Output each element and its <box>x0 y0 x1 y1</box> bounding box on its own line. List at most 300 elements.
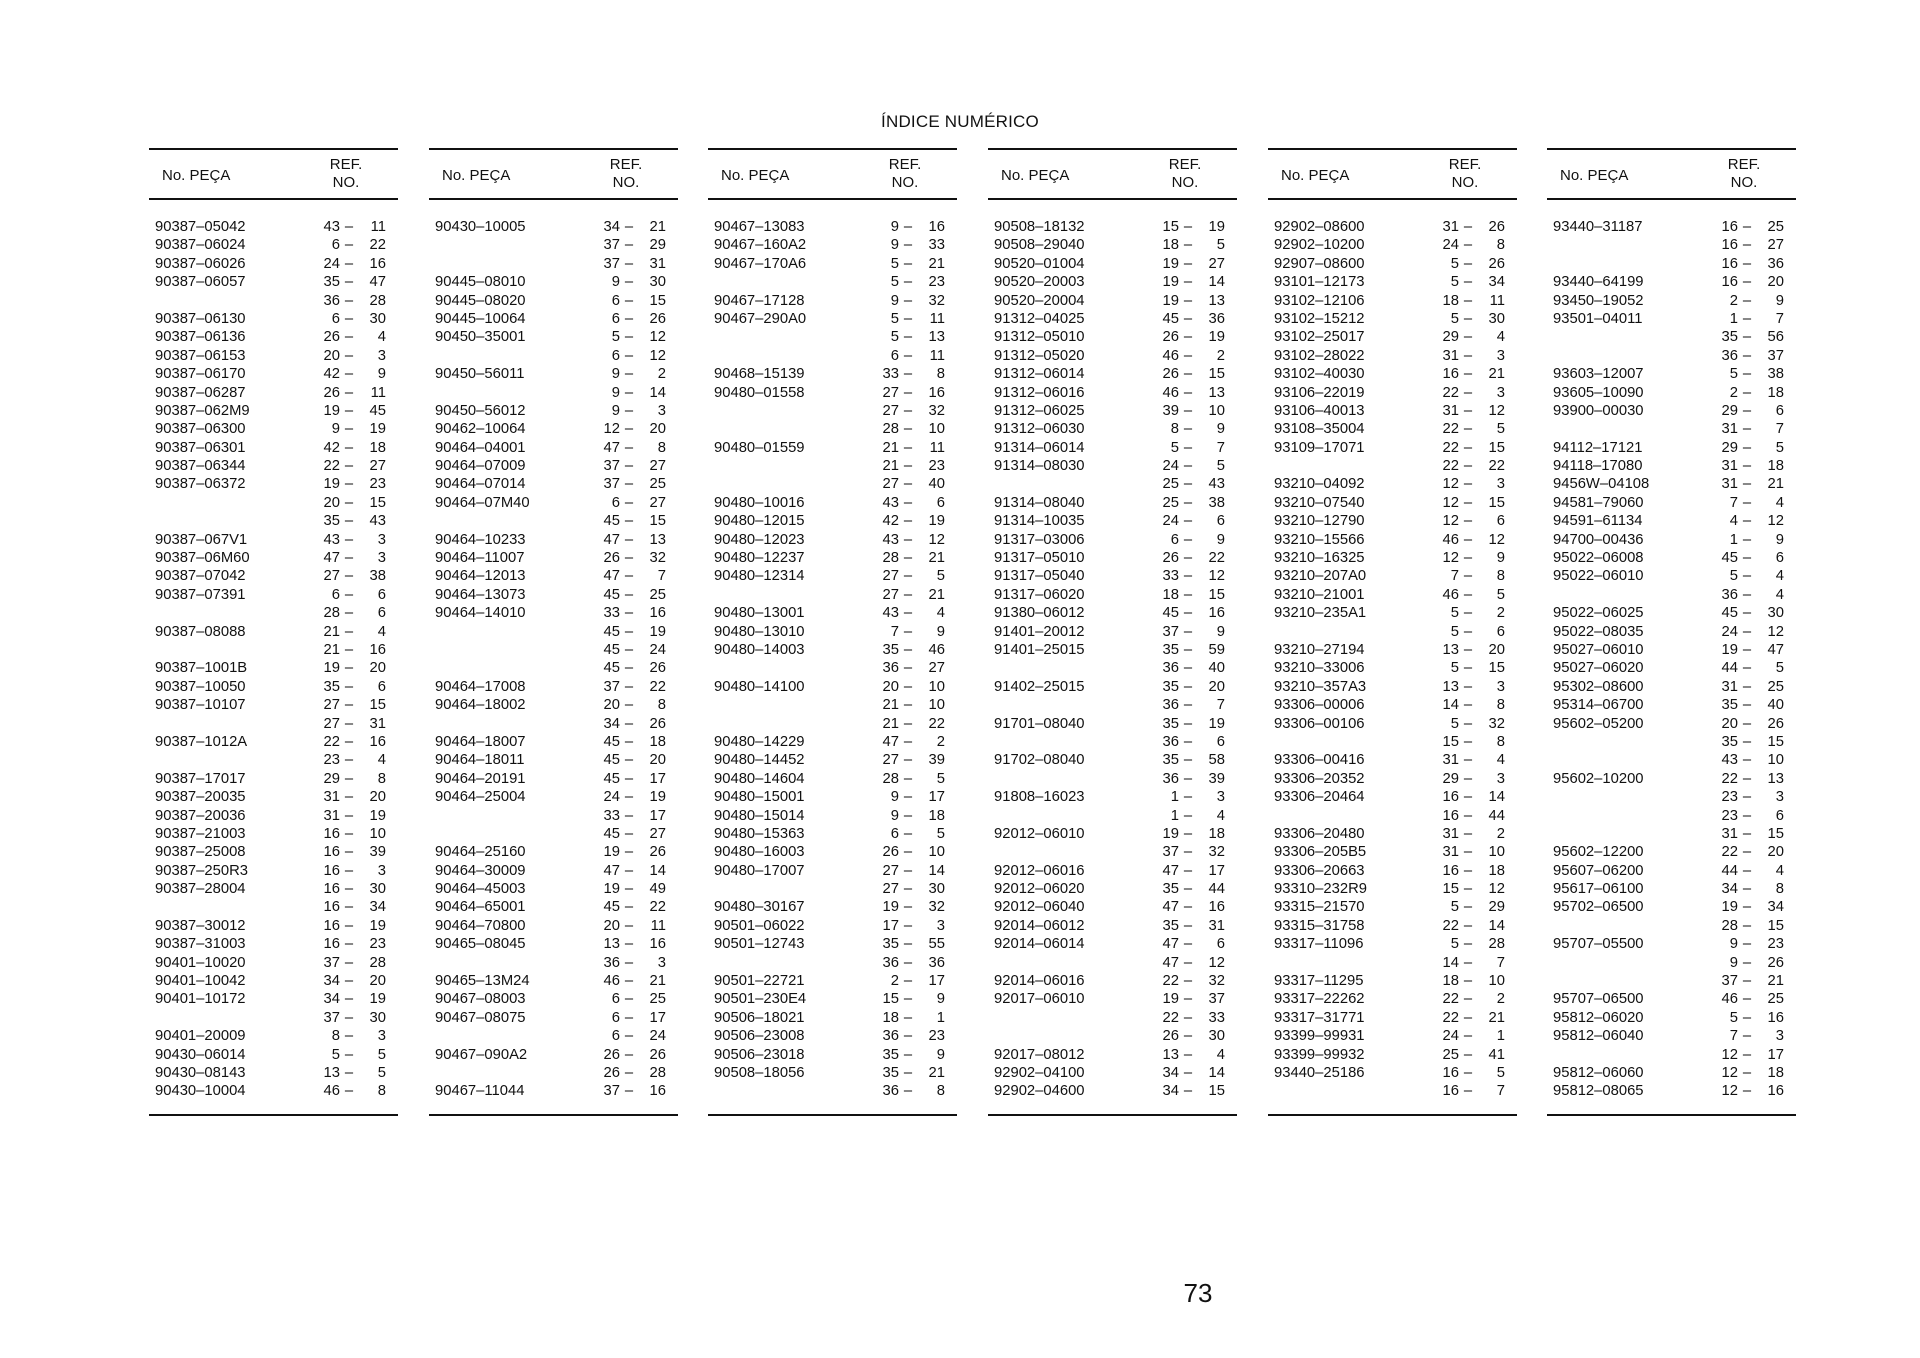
part-number: 90465–08045 <box>435 936 526 953</box>
ref-page: 28 <box>1721 917 1738 934</box>
part-number: 90401–10020 <box>155 954 246 971</box>
ref-item: 12 <box>1208 954 1225 971</box>
ref-dash: – <box>1742 237 1752 254</box>
ref-number <box>310 604 386 622</box>
ref-dash: – <box>344 384 354 401</box>
ref-number <box>1149 733 1225 751</box>
part-number: 90467–13083 <box>714 219 805 235</box>
ref-dash: – <box>903 752 913 769</box>
ref-page: 36 <box>882 1028 899 1045</box>
ref-page: 6 <box>611 292 620 309</box>
ref-number <box>1149 1027 1225 1045</box>
ref-dash: – <box>624 862 634 879</box>
ref-item: 9 <box>1775 292 1784 309</box>
page-number: 73 <box>1183 1278 1213 1308</box>
ref-page: 5 <box>890 310 899 327</box>
ref-item: 8 <box>1775 881 1784 898</box>
ref-page: 43 <box>882 605 899 622</box>
table-row <box>1268 549 1517 567</box>
table-row <box>988 255 1237 273</box>
ref-item: 19 <box>649 789 666 806</box>
ref-page: 37 <box>603 255 620 272</box>
ref-page: 36 <box>1162 697 1179 714</box>
ref-dash: – <box>903 862 913 879</box>
table-row <box>149 567 398 585</box>
ref-page: 26 <box>1162 550 1179 567</box>
column-rows <box>429 200 678 1101</box>
ref-page: 20 <box>323 347 340 364</box>
ref-number <box>1149 328 1225 346</box>
ref-number <box>590 604 666 622</box>
ref-page: 35 <box>323 513 340 530</box>
ref-number <box>1429 935 1505 953</box>
ref-item: 21 <box>649 973 666 990</box>
ref-number <box>590 328 666 346</box>
ref-page: 43 <box>882 531 899 548</box>
ref-page: 19 <box>323 476 340 493</box>
ref-number <box>1429 1027 1505 1045</box>
ref-dash: – <box>1742 899 1752 916</box>
table-row <box>429 788 678 806</box>
table-row <box>429 972 678 990</box>
ref-item: 32 <box>1208 844 1225 861</box>
table-row <box>429 641 678 659</box>
ref-item: 4 <box>936 605 945 622</box>
ref-page: 26 <box>1162 329 1179 346</box>
ref-dash: – <box>1183 531 1193 548</box>
ref-page: 37 <box>603 237 620 254</box>
ref-dash: – <box>1183 1083 1193 1100</box>
ref-dash: – <box>1742 329 1752 346</box>
ref-item: 6 <box>1775 807 1784 824</box>
ref-dash: – <box>344 476 354 493</box>
table-row <box>708 420 957 438</box>
ref-page: 33 <box>603 807 620 824</box>
ref-number <box>1708 678 1784 696</box>
ref-dash: – <box>344 917 354 934</box>
ref-item: 30 <box>1488 310 1505 327</box>
ref-page: 47 <box>882 733 899 750</box>
ref-dash: – <box>624 329 634 346</box>
part-number: 93317–11096 <box>1274 936 1364 953</box>
ref-number <box>869 1027 945 1045</box>
part-number: 93317–31771 <box>1274 1009 1365 1026</box>
ref-page: 45 <box>603 623 620 640</box>
ref-page: 47 <box>1162 899 1179 916</box>
ref-dash: – <box>344 936 354 953</box>
ref-page: 22 <box>1442 917 1459 934</box>
ref-number <box>1429 384 1505 402</box>
ref-page: 36 <box>603 954 620 971</box>
part-number: 91317–05010 <box>994 550 1085 567</box>
ref-item: 8 <box>936 366 945 383</box>
ref-page: 5 <box>890 329 899 346</box>
ref-page: 16 <box>1721 219 1738 235</box>
ref-page: 24 <box>1442 1028 1459 1045</box>
ref-page: 35 <box>1721 697 1738 714</box>
ref-page: 16 <box>1721 255 1738 272</box>
table-row <box>1268 751 1517 769</box>
ref-dash: – <box>624 697 634 714</box>
ref-page: 35 <box>882 641 899 658</box>
table-row <box>149 770 398 788</box>
table-row <box>988 586 1237 604</box>
ref-item: 10 <box>928 697 945 714</box>
ref-item: 5 <box>1496 586 1505 603</box>
ref-number <box>1149 990 1225 1008</box>
ref-item: 32 <box>1208 973 1225 990</box>
table-row <box>1547 273 1796 291</box>
ref-number <box>1149 788 1225 806</box>
ref-item: 26 <box>649 660 666 677</box>
ref-item: 15 <box>1208 1083 1225 1100</box>
ref-dash: – <box>1183 1046 1193 1063</box>
table-row <box>988 457 1237 475</box>
ref-number <box>590 659 666 677</box>
ref-number <box>1429 273 1505 291</box>
ref-page: 19 <box>603 844 620 861</box>
index-column-4 <box>988 148 1237 1116</box>
part-number: 95702–06500 <box>1553 899 1644 916</box>
ref-page: 29 <box>1442 770 1459 787</box>
ref-dash: – <box>1183 660 1193 677</box>
ref-number <box>1429 770 1505 788</box>
ref-item: 3 <box>1775 1028 1784 1045</box>
ref-dash: – <box>1463 366 1473 383</box>
table-row <box>708 807 957 825</box>
ref-dash: – <box>903 384 913 401</box>
ref-page: 9 <box>890 807 899 824</box>
ref-number <box>590 678 666 696</box>
ref-number <box>590 384 666 402</box>
table-row <box>708 1082 957 1100</box>
part-number: 91312–05010 <box>994 329 1085 346</box>
table-row <box>1268 402 1517 420</box>
table-row <box>708 751 957 769</box>
table-row <box>149 641 398 659</box>
ref-item: 4 <box>1775 494 1784 511</box>
ref-item: 3 <box>1496 678 1505 695</box>
ref-page: 16 <box>323 917 340 934</box>
ref-page: 6 <box>611 1028 620 1045</box>
ref-page: 19 <box>1721 899 1738 916</box>
ref-item: 25 <box>1767 219 1784 235</box>
ref-item: 5 <box>936 825 945 842</box>
ref-dash: – <box>1463 439 1473 456</box>
part-number: 95602–10200 <box>1553 770 1644 787</box>
ref-item: 12 <box>649 329 666 346</box>
ref-dash: – <box>1463 991 1473 1008</box>
part-number: 93306–20464 <box>1274 789 1365 806</box>
ref-item: 13 <box>649 531 666 548</box>
part-number: 90387–17017 <box>155 770 246 787</box>
ref-dash: – <box>1183 494 1193 511</box>
table-row <box>988 843 1237 861</box>
ref-dash: – <box>903 733 913 750</box>
ref-number <box>869 292 945 310</box>
table-row <box>149 898 398 916</box>
table-row <box>708 236 957 254</box>
ref-dash: – <box>344 623 354 640</box>
table-row <box>988 218 1237 236</box>
ref-page: 26 <box>1162 1028 1179 1045</box>
ref-number <box>310 825 386 843</box>
part-number: 90387–1001B <box>155 660 248 677</box>
ref-number <box>1708 549 1784 567</box>
ref-item: 2 <box>936 733 945 750</box>
ref-page: 31 <box>1721 678 1738 695</box>
ref-dash: – <box>903 329 913 346</box>
ref-item: 3 <box>1496 770 1505 787</box>
ref-item: 7 <box>1216 697 1225 714</box>
table-row <box>1268 420 1517 438</box>
ref-number <box>869 512 945 530</box>
table-row <box>1547 402 1796 420</box>
table-row <box>988 807 1237 825</box>
part-number: 90467–160A2 <box>714 237 807 254</box>
ref-number <box>1429 255 1505 273</box>
table-row <box>988 273 1237 291</box>
ref-dash: – <box>903 807 913 824</box>
ref-page: 5 <box>1450 605 1459 622</box>
table-row <box>149 457 398 475</box>
column-header <box>1547 150 1796 200</box>
ref-page: 1 <box>1170 807 1179 824</box>
ref-dash: – <box>1183 402 1193 419</box>
ref-page: 5 <box>1450 274 1459 291</box>
table-row <box>988 1046 1237 1064</box>
table-row <box>149 531 398 549</box>
ref-page: 31 <box>1442 347 1459 364</box>
part-number: 90464–25004 <box>435 789 526 806</box>
ref-header-line2: NO. <box>891 174 919 191</box>
ref-item: 14 <box>649 384 666 401</box>
part-number: 90480–01559 <box>714 439 805 456</box>
ref-header-line1: REF. <box>888 156 922 173</box>
part-number: 95027–06020 <box>1553 660 1644 677</box>
ref-dash: – <box>624 678 634 695</box>
part-number: 90464–20191 <box>435 770 526 787</box>
ref-number <box>1708 439 1784 457</box>
ref-page: 9 <box>611 366 620 383</box>
ref-item: 16 <box>649 605 666 622</box>
table-row <box>429 843 678 861</box>
ref-item: 38 <box>1767 366 1784 383</box>
table-row <box>429 384 678 402</box>
ref-page: 36 <box>1721 347 1738 364</box>
ref-page: 35 <box>323 274 340 291</box>
part-number: 90387–20035 <box>155 789 246 806</box>
ref-page: 35 <box>882 936 899 953</box>
part-number: 95022–06010 <box>1553 568 1644 585</box>
ref-dash: – <box>1742 1028 1752 1045</box>
ref-item: 30 <box>1767 605 1784 622</box>
ref-item: 31 <box>369 715 386 732</box>
table-row <box>988 475 1237 493</box>
ref-item: 3 <box>657 954 666 971</box>
ref-item: 7 <box>657 568 666 585</box>
ref-page: 15 <box>1442 881 1459 898</box>
ref-item: 16 <box>1208 899 1225 916</box>
ref-page: 27 <box>882 881 899 898</box>
ref-item: 19 <box>1208 329 1225 346</box>
ref-item: 4 <box>1496 329 1505 346</box>
part-number: 91702–08040 <box>994 752 1085 769</box>
ref-item: 45 <box>369 402 386 419</box>
ref-number <box>1429 365 1505 383</box>
ref-page: 22 <box>1162 973 1179 990</box>
ref-number <box>1429 696 1505 714</box>
table-row <box>149 347 398 365</box>
table-row <box>1268 310 1517 328</box>
ref-number <box>1149 715 1225 733</box>
table-row <box>1268 715 1517 733</box>
ref-number <box>310 292 386 310</box>
ref-page: 19 <box>1721 641 1738 658</box>
ref-number <box>310 236 386 254</box>
part-number: 93102–28022 <box>1274 347 1365 364</box>
ref-number <box>310 531 386 549</box>
ref-number <box>590 218 666 236</box>
part-number: 95607–06200 <box>1553 862 1644 879</box>
ref-dash: – <box>624 292 634 309</box>
part-number: 90465–13M24 <box>435 973 530 990</box>
ref-page: 22 <box>1162 1009 1179 1026</box>
ref-number <box>590 1027 666 1045</box>
table-row <box>149 1064 398 1082</box>
part-number: 90464–12013 <box>435 568 526 585</box>
ref-number <box>310 862 386 880</box>
part-number: 90467–290A0 <box>714 310 807 327</box>
ref-page: 13 <box>1442 678 1459 695</box>
table-row <box>429 770 678 788</box>
ref-number <box>590 255 666 273</box>
ref-item: 32 <box>928 899 945 916</box>
ref-number <box>590 439 666 457</box>
table-row <box>1547 1009 1796 1027</box>
ref-number <box>590 843 666 861</box>
ref-dash: – <box>1183 1064 1193 1081</box>
part-number: 95314–06700 <box>1553 697 1644 714</box>
table-row <box>1547 898 1796 916</box>
ref-page: 47 <box>1162 936 1179 953</box>
ref-item: 14 <box>1208 274 1225 291</box>
ref-dash: – <box>624 973 634 990</box>
ref-page: 9 <box>890 292 899 309</box>
table-row <box>1547 862 1796 880</box>
part-number: 90387–06372 <box>155 476 246 493</box>
ref-number <box>1149 641 1225 659</box>
ref-page: 20 <box>603 697 620 714</box>
ref-dash: – <box>344 402 354 419</box>
ref-item: 40 <box>928 476 945 493</box>
ref-item: 11 <box>1489 292 1505 309</box>
ref-item: 11 <box>650 917 666 934</box>
ref-item: 12 <box>1208 568 1225 585</box>
ref-dash: – <box>624 237 634 254</box>
ref-dash: – <box>903 844 913 861</box>
ref-item: 6 <box>1775 550 1784 567</box>
ref-dash: – <box>1463 531 1473 548</box>
ref-number <box>1149 678 1225 696</box>
part-number: 92017–08012 <box>994 1046 1085 1063</box>
ref-page: 35 <box>1162 715 1179 732</box>
ref-number <box>1429 807 1505 825</box>
ref-number <box>590 1009 666 1027</box>
ref-page: 45 <box>603 825 620 842</box>
ref-dash: – <box>1463 568 1473 585</box>
ref-item: 10 <box>369 825 386 842</box>
table-row <box>429 1082 678 1100</box>
ref-dash: – <box>1463 513 1473 530</box>
ref-dash: – <box>903 586 913 603</box>
ref-dash: – <box>1183 752 1193 769</box>
table-row <box>149 604 398 622</box>
ref-page: 7 <box>1729 494 1738 511</box>
ref-dash: – <box>903 439 913 456</box>
ref-dash: – <box>1742 825 1752 842</box>
ref-dash: – <box>624 917 634 934</box>
ref-dash: – <box>1463 1064 1473 1081</box>
ref-item: 47 <box>369 274 386 291</box>
ref-number <box>1149 935 1225 953</box>
table-row <box>1547 696 1796 714</box>
ref-item: 25 <box>1767 991 1784 1008</box>
part-number: 90387–06153 <box>155 347 246 364</box>
table-row <box>429 567 678 585</box>
table-row <box>1547 990 1796 1008</box>
ref-number <box>1708 310 1784 328</box>
table-row <box>429 751 678 769</box>
ref-number <box>590 733 666 751</box>
ref-item: 8 <box>1496 733 1505 750</box>
part-number: 90480–12015 <box>714 513 805 530</box>
ref-dash: – <box>903 770 913 787</box>
part-number: 93317–22262 <box>1274 991 1365 1008</box>
ref-page: 12 <box>1442 550 1459 567</box>
ref-page: 39 <box>1162 402 1179 419</box>
ref-item: 6 <box>1216 936 1225 953</box>
part-number: 90464–70800 <box>435 917 526 934</box>
index-tables <box>0 148 1920 1114</box>
ref-item: 18 <box>928 807 945 824</box>
part-number: 90450–56012 <box>435 402 526 419</box>
table-row <box>429 310 678 328</box>
part-number: 91402–25015 <box>994 678 1085 695</box>
ref-item: 43 <box>369 513 386 530</box>
ref-page: 45 <box>1721 605 1738 622</box>
ref-dash: – <box>1742 789 1752 806</box>
part-number: 90464–04001 <box>435 439 526 456</box>
ref-item: 23 <box>928 274 945 291</box>
ref-number <box>1149 365 1225 383</box>
ref-page: 19 <box>1162 292 1179 309</box>
ref-dash: – <box>1742 366 1752 383</box>
ref-page: 23 <box>1721 807 1738 824</box>
table-row <box>149 862 398 880</box>
ref-item: 9 <box>1496 550 1505 567</box>
ref-number <box>1708 862 1784 880</box>
ref-number <box>1429 990 1505 1008</box>
part-number: 91317–05040 <box>994 568 1085 585</box>
ref-page: 22 <box>323 733 340 750</box>
ref-page: 36 <box>323 292 340 309</box>
ref-number <box>590 402 666 420</box>
ref-number <box>1708 825 1784 843</box>
ref-number <box>869 310 945 328</box>
ref-page: 12 <box>603 421 620 438</box>
ref-page: 8 <box>331 1028 340 1045</box>
